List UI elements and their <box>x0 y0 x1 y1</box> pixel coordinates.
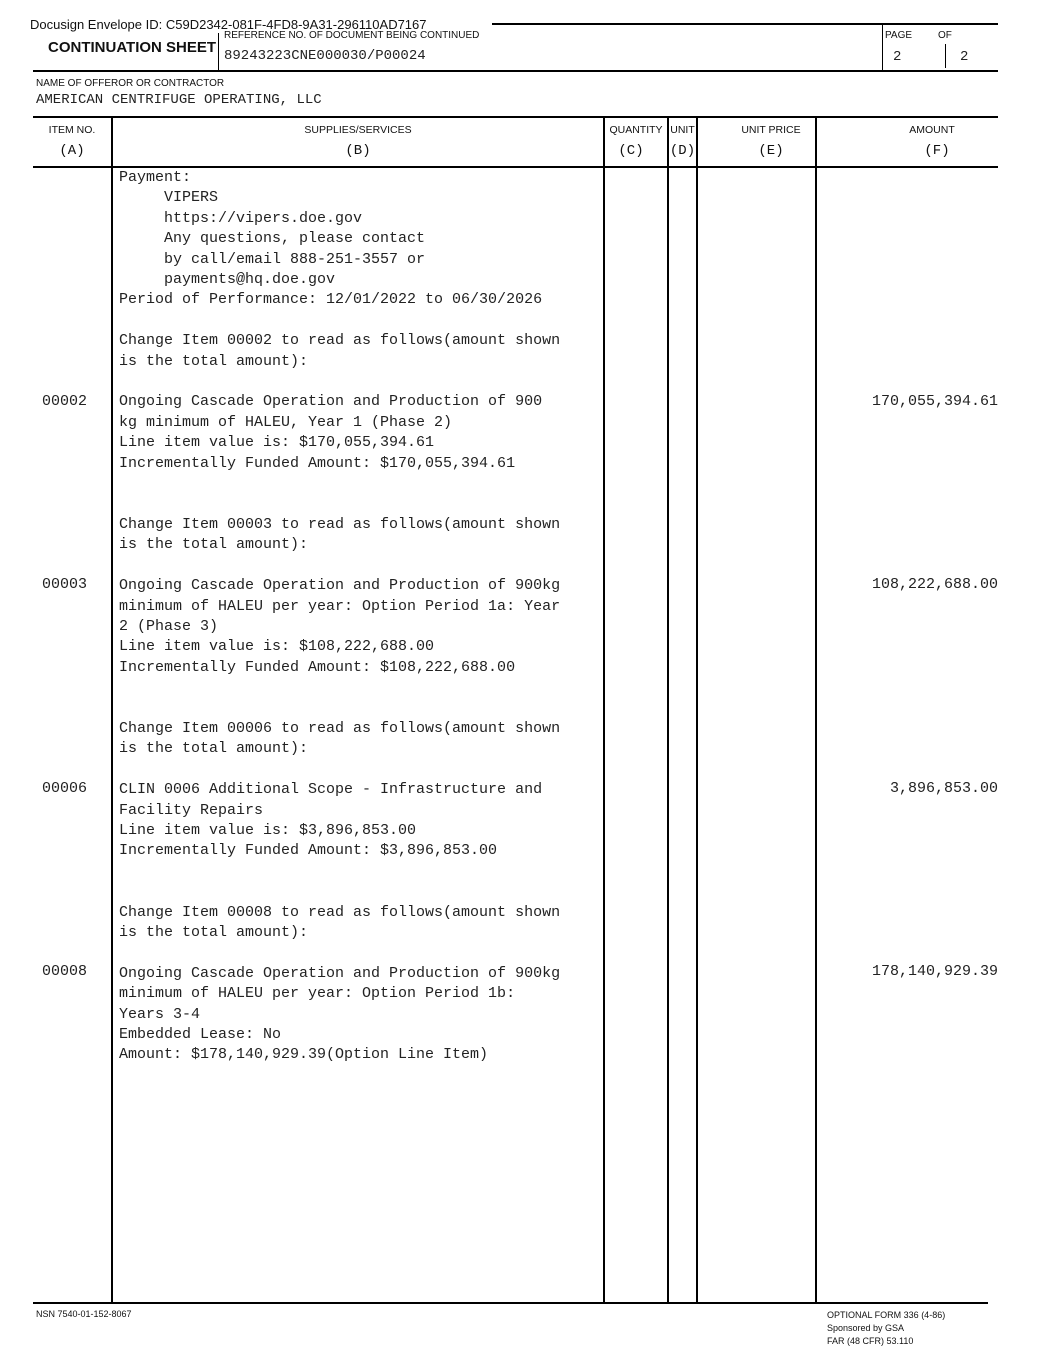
col-code-c: (C) <box>618 143 644 159</box>
header-top-rule <box>492 23 998 25</box>
col-code-b: (B) <box>345 143 371 159</box>
page-left-rule <box>882 23 883 70</box>
item-number: 00002 <box>42 393 88 410</box>
item-amount: 178,140,929.39 <box>871 963 998 980</box>
col-divider-c <box>667 116 669 1302</box>
envelope-id: Docusign Envelope ID: C59D2342-081F-4FD8-9A31-296110AD7167 <box>30 17 427 32</box>
col-header-item-no: ITEM NO. <box>48 124 96 136</box>
item-amount: 108,222,688.00 <box>871 576 998 593</box>
table-bottom-rule <box>33 1302 988 1304</box>
col-header-quantity: QUANTITY <box>609 124 663 136</box>
offeror-label: NAME OF OFFEROR OR CONTRACTOR <box>36 78 225 89</box>
col-divider-e <box>815 116 817 1302</box>
ref-value: 89243223CNE000030/P00024 <box>224 48 426 64</box>
ref-label: REFERENCE NO. OF DOCUMENT BEING CONTINUED <box>224 30 480 41</box>
col-divider-b <box>603 116 605 1302</box>
item-number: 00003 <box>42 576 88 593</box>
table-top-rule <box>33 116 998 118</box>
col-header-supplies: SUPPLIES/SERVICES <box>304 124 412 136</box>
offeror-value: AMERICAN CENTRIFUGE OPERATING, LLC <box>36 92 322 108</box>
nsn-number: NSN 7540-01-152-8067 <box>36 1309 132 1319</box>
ref-left-rule <box>218 33 219 70</box>
form-name: OPTIONAL FORM 336 (4-86) <box>827 1310 946 1320</box>
col-header-unit: UNIT <box>670 124 695 136</box>
of-label: OF <box>938 30 952 41</box>
page-label: PAGE <box>885 30 913 41</box>
col-code-e: (E) <box>758 143 784 159</box>
page-number: 2 <box>893 49 902 65</box>
form-far: FAR (48 CFR) 53.110 <box>827 1336 914 1346</box>
page-divider <box>945 44 946 68</box>
col-divider-d <box>696 116 698 1302</box>
sheet-title: CONTINUATION SHEET <box>48 39 217 56</box>
col-code-d: (D) <box>669 143 696 159</box>
item-number: 00006 <box>42 780 88 797</box>
item-amount: 3,896,853.00 <box>889 780 998 797</box>
col-header-amount: AMOUNT <box>909 124 955 136</box>
page-total: 2 <box>960 49 969 65</box>
supplies-services-text: Payment: VIPERS https://vipers.doe.gov Any questions, please contact by call/email 888-251-3557 or payments@hq.doe.gov Period of Performance: 12/01/2022 to 06/30/2026 Change Item 00002 to read as follows(amount shown is the total amount): Ongoing Cascade Operation and Production of 900 kg minimum of HALEU, Year 1 (Phase 2) Line item value is: $170,055,394.61 Incrementally Funded Amount: $170,055,394.61 Change Item 00003 to read as follows(amount shown is the total amount): Ongoing Cascade Operation and Production of 900kg minimum of HALEU per year: Option Period 1a: Year 2 (Phase 3) Line item value is: $108,222,688.00 Incrementally Funded Amount: $108,222,688.00 Change Item 00006 to read as follows(amount shown is the total amount): CLIN 0006 Additional Scope - Infrastructure and Facility Repairs Line item value is: $3,896,853.00 Incrementally Funded Amount: $3,896,853.00 Change Item 00008 to read as follows(amount shown is the total amount): Ongoing Cascade Operation and Production of 900kg minimum of HALEU per year: Option Period 1b: Years 3-4 Embedded Lease: No Amount: $178,140,929.39(Option Line Item) <box>119 169 561 1064</box>
col-code-f: (F) <box>924 143 950 159</box>
col-divider-a <box>111 116 113 1302</box>
col-code-a: (A) <box>59 143 85 159</box>
col-header-unit-price: UNIT PRICE <box>741 124 801 136</box>
item-number: 00008 <box>42 963 88 980</box>
header-bottom-rule <box>33 70 998 72</box>
form-sponsor: Sponsored by GSA <box>827 1323 905 1333</box>
item-amount: 170,055,394.61 <box>871 393 998 410</box>
